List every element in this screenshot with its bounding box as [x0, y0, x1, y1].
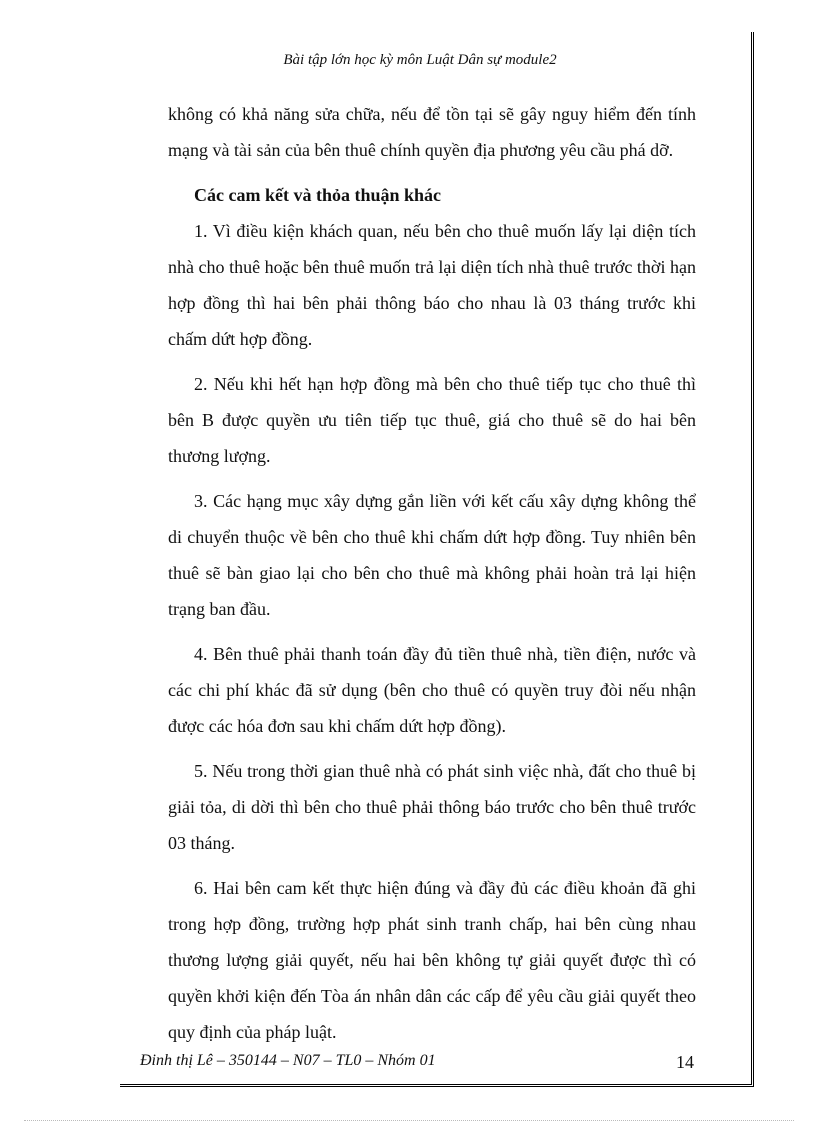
page-bottom-divider [24, 1120, 794, 1121]
page-header: Bài tập lớn học kỳ môn Luật Dân sự module2 [283, 52, 557, 68]
paragraph-2: 2. Nếu khi hết hạn hợp đồng mà bên cho thuê tiếp tục cho thuê thì bên B được quyền ưu tiên tiếp tục thuê, giá cho thuê sẽ do hai bên thương lượng. [168, 374, 696, 466]
footer-author: Đinh thị Lê – 350144 – N07 – TL0 – Nhóm 01 [140, 1052, 436, 1069]
paragraph-1: 1. Vì điều kiện khách quan, nếu bên cho thuê muốn lấy lại diện tích nhà cho thuê hoặc bên thuê muốn trả lại diện tích nhà thuê trước thời hạn hợp đồng thì hai bên phải thông báo cho nhau là 03 tháng trước khi chấm dứt hợp đồng. [168, 221, 696, 349]
paragraph-5: 5. Nếu trong thời gian thuê nhà có phát sinh việc nhà, đất cho thuê bị giải tỏa, di dời thì bên cho thuê phải thông báo trước cho bên thuê trước 03 tháng. [168, 761, 696, 853]
section-heading: Các cam kết và thỏa thuận khác [194, 185, 442, 205]
paragraph-4: 4. Bên thuê phải thanh toán đầy đủ tiền thuê nhà, tiền điện, nước và các chi phí khác đã sử dụng (bên cho thuê có quyền truy đòi nếu nhận được các hóa đơn sau khi chấm dứt hợp đồng). [168, 644, 696, 736]
body-text [168, 96, 696, 1059]
paragraph-continuation: không có khả năng sửa chữa, nếu để tồn tại sẽ gây nguy hiểm đến tính mạng và tài sản của bên thuê chính quyền địa phương yêu cầu phá dỡ. [168, 104, 696, 160]
page-number: 14 [676, 1052, 694, 1072]
paragraph-6: 6. Hai bên cam kết thực hiện đúng và đầy đủ các điều khoản đã ghi trong hợp đồng, trường hợp phát sinh tranh chấp, hai bên cùng nhau thương lượng giải quyết, nếu hai bên không tự giải quyết được thì có quyền khởi kiện đến Tòa án nhân dân các cấp để yêu cầu giải quyết theo quy định của pháp luật. [168, 878, 696, 1042]
paragraph-3: 3. Các hạng mục xây dựng gắn liền với kết cấu xây dựng không thể di chuyển thuộc về bên cho thuê khi chấm dứt hợp đồng. Tuy nhiên bên thuê sẽ bàn giao lại cho bên cho thuê mà không phải hoàn trả lại hiện trạng ban đầu. [168, 491, 696, 619]
